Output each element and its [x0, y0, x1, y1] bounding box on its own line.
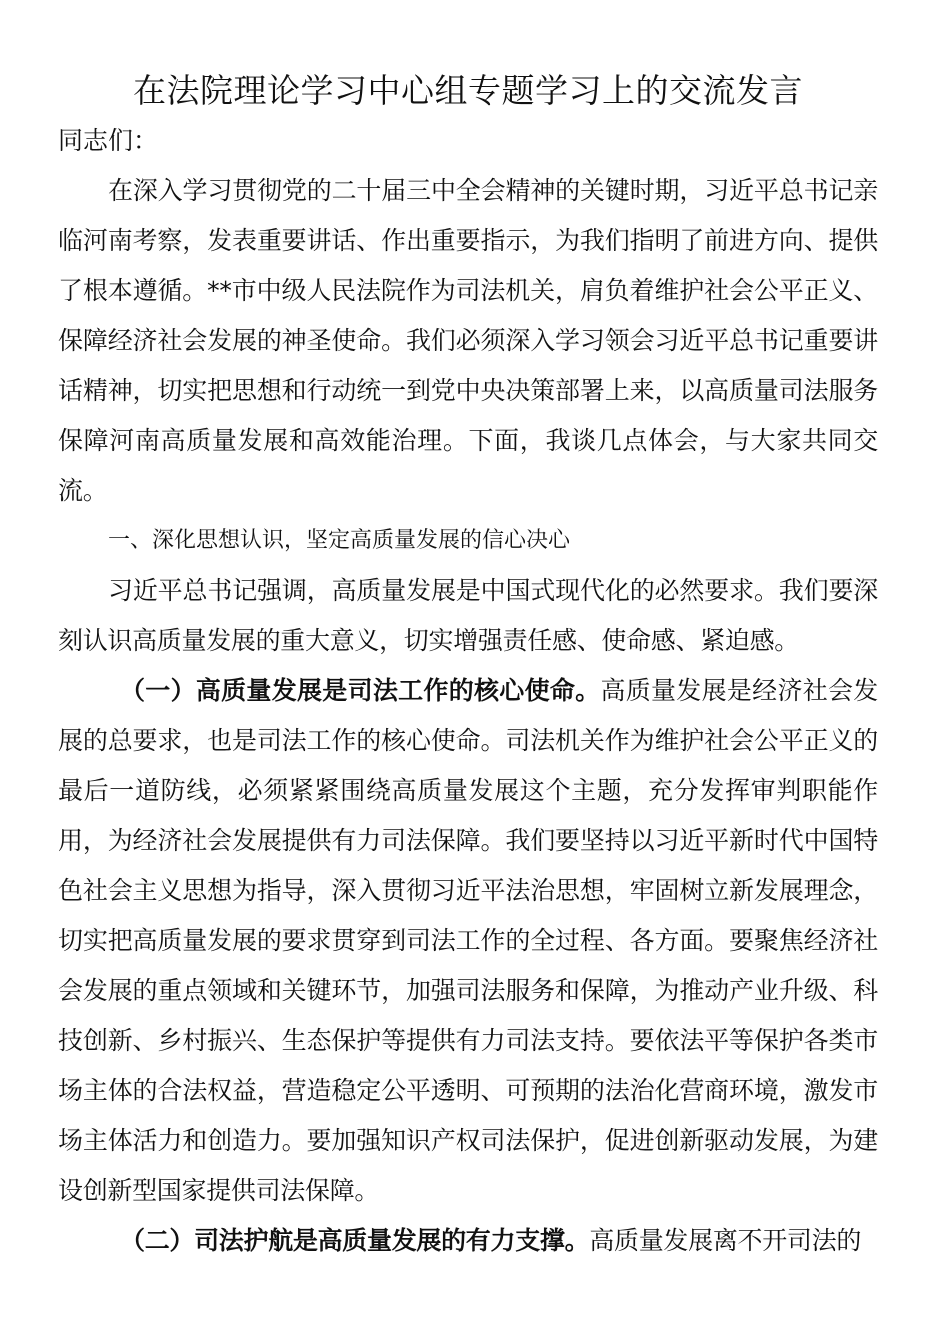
subsection-1-lead: （一）高质量发展是司法工作的核心使命。 [120, 676, 601, 705]
subsection-2-paragraph [58, 1216, 878, 1266]
document-title: 在法院理论学习中心组专题学习上的交流发言 [133, 71, 803, 110]
salutation: 同志们： [58, 126, 159, 155]
document-page [58, 66, 878, 1266]
intro-paragraph: 在深入学习贯彻党的二十届三中全会精神的关键时期，习近平总书记亲临河南考察，发表重要讲话、作出重要指示，为我们指明了前进方向、提供了根本遵循。**市中级人民法院作为司法机关，肩负着维护社会公平正义、保障经济社会发展的神圣使命。我们必须深入学习领会习近平总书记重要讲话精神，切实把思想和行动统一到党中央决策部署上来，以高质量司法服务保障河南高质量发展和高效能治理。下面，我谈几点体会，与大家共同交流。 [58, 176, 878, 505]
section-1-heading: 一、深化思想认识，坚定高质量发展的信心决心 [108, 528, 571, 553]
section-1-paragraph: 习近平总书记强调，高质量发展是中国式现代化的必然要求。我们要深刻认识高质量发展的重大意义，切实增强责任感、使命感、紧迫感。 [58, 576, 878, 655]
subsection-1-paragraph [58, 666, 878, 1216]
subsection-2-lead: （二）司法护航是高质量发展的有力支撑。 [120, 1226, 590, 1255]
subsection-2-body: 高质量发展离不开司法的 [589, 1226, 862, 1255]
subsection-1-body: 高质量发展是经济社会发展的总要求，也是司法工作的核心使命。司法机关作为维护社会公平正义的最后一道防线，必须紧紧围绕高质量发展这个主题，充分发挥审判职能作用，为经济社会发展提供有力司法保障。我们要坚持以习近平新时代中国特色社会主义思想为指导，深入贯彻习近平法治思想，牢固树立新发展理念，切实把高质量发展的要求贯穿到司法工作的全过程、各方面。要聚焦经济社会发展的重点领域和关键环节，加强司法服务和保障，为推动产业升级、科技创新、乡村振兴、生态保护等提供有力司法支持。要依法平等保护各类市场主体的合法权益，营造稳定公平透明、可预期的法治化营商环境，激发市场主体活力和创造力。要加强知识产权司法保护，促进创新驱动发展，为建设创新型国家提供司法保障。 [58, 676, 878, 1205]
